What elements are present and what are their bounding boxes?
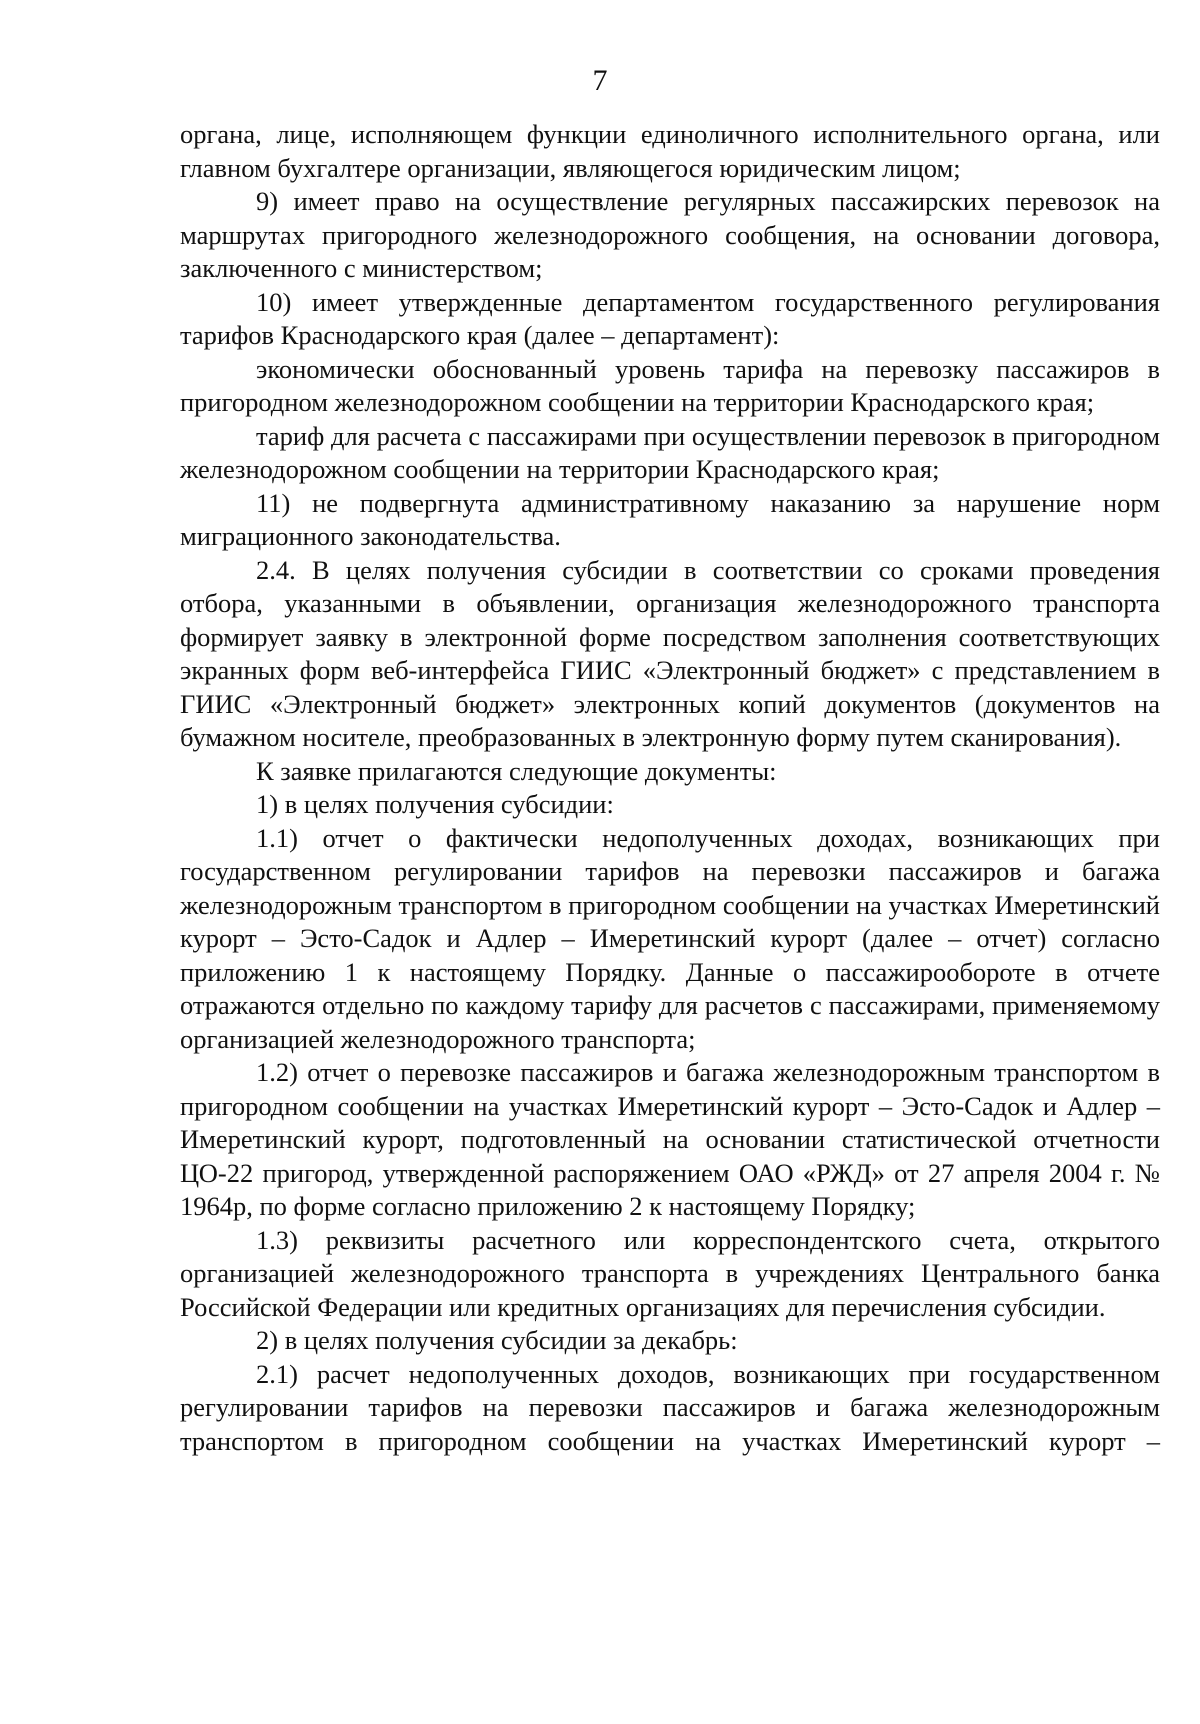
paragraph-item-2-1: 2.1) расчет недополученных доходов, возникающих при государственном регулировании тарифов на перевозки пассажиров и багажа железнодорожным транспортом в пригородном сообщении на участках Имеретинский курорт – [180, 1358, 1160, 1456]
paragraph-passenger-tariff: тариф для расчета с пассажирами при осуществлении перевозок в пригородном железнодорожном сообщении на территории Краснодарского края; [180, 420, 1160, 484]
paragraph-continuation: органа, лице, исполняющем функции единоличного исполнительного органа, или главном бухгалтере организации, являющегося юридическим лицом; [180, 119, 1160, 183]
paragraph-section-2-4: 2.4. В целях получения субсидии в соответствии со сроками проведения отбора, указанными в объявлении, организация железнодорожного транспорта формирует заявку в электронной форме посредством заполнения соответствующих экранных форм веб-интерфейса ГИИС «Электронный бюджет» с представлением в ГИИС «Электронный бюджет» электронных копий документов (документов на бумажном носителе, преобразованных в электронную форму путем сканирования). [180, 554, 1160, 752]
document-body [180, 118, 1160, 1458]
paragraph-item-10: 10) имеет утвержденные департаментом государственного регулирования тарифов Краснодарского края (далее – департамент): [180, 286, 1160, 350]
paragraph-item-9: 9) имеет право на осуществление регулярных пассажирских перевозок на маршрутах пригородного железнодорожного сообщения, на основании договора, заключенного с министерством; [180, 186, 1160, 283]
paragraph-economic-tariff: экономически обоснованный уровень тарифа на перевозку пассажиров в пригородном железнодорожном сообщении на территории Краснодарского края; [180, 353, 1160, 417]
paragraph-item-1: 1) в целях получения субсидии: [256, 789, 614, 819]
paragraph-item-1-2: 1.2) отчет о перевозке пассажиров и багажа железнодорожным транспортом в пригородном сообщении на участках Имеретинский курорт – Эсто-Садок и Адлер – Имеретинский курорт, подготовленный на основании статистической отчетности ЦО-22 пригород, утвержденной распоряжением ОАО «РЖД» от 27 апреля 2004 г. № 1964р, по форме согласно приложению 2 к настоящему Порядку; [180, 1057, 1160, 1221]
paragraph-attachments-intro: К заявке прилагаются следующие документы: [256, 755, 777, 786]
page-number: 7 [592, 64, 608, 97]
paragraph-item-1-3: 1.3) реквизиты расчетного или корреспондентского счета, открытого организацией железнодорожного транспорта в учреждениях Центрального банка Российской Федерации или кредитных организациях для перечисления субсидии. [180, 1224, 1160, 1322]
paragraph-item-2: 2) в целях получения субсидии за декабрь: [256, 1325, 738, 1355]
paragraph-item-11: 11) не подвергнута административному наказанию за нарушение норм миграционного законодательства. [180, 487, 1160, 551]
paragraph-item-1-1: 1.1) отчет о фактически недополученных доходах, возникающих при государственном регулировании тарифов на перевозки пассажиров и багажа железнодорожным транспортом в пригородном сообщении на участках Имеретинский курорт – Эсто-Садок и Адлер – Имеретинский курорт (далее – отчет) согласно приложению 1 к настоящему Порядку. Данные о пассажирообороте в отчете отражаются отдельно по каждому тарифу для расчетов с пассажирами, применяемому организацией железнодорожного транспорта; [180, 822, 1160, 1054]
